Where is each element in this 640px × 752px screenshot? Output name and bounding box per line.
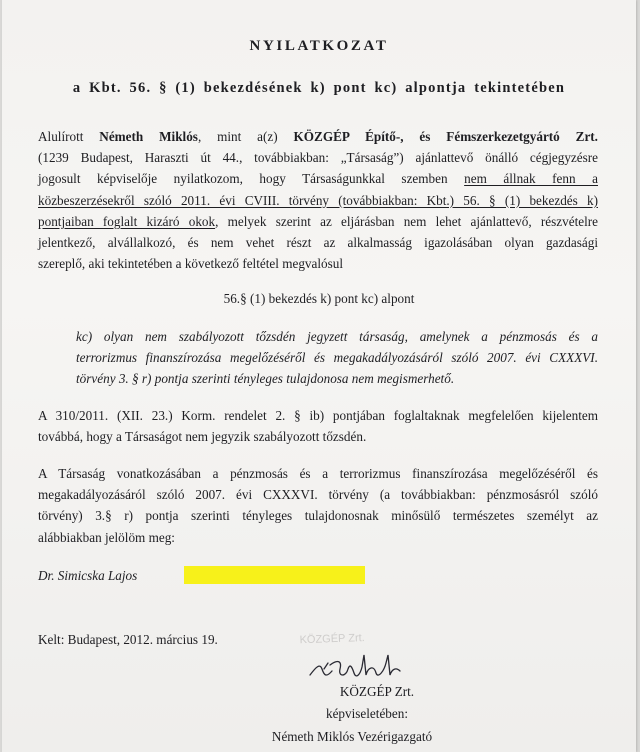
regulation-line-2: továbbá, hogy a Társaságot nem jegyzik szabályozott tőzsdén.: [38, 429, 367, 445]
owner-line-4: alábbiakban jelölöm meg:: [38, 529, 175, 545]
declaration-line-3: jogosult képviselője nyilatkozom, hogy Társaságunkkal szemben nem állnak fenn a: [38, 171, 598, 187]
declaration-line-5: pontjaiban foglalt kizáró okok, melyek szerint az eljárásban nem lehet ajánlattevő, részvételre: [38, 213, 598, 229]
legal-quote: [76, 326, 598, 390]
regulation-line-1: A 310/2011. (XII. 23.) Korm. rendelet 2. § ib) pontjában foglaltaknak megfelelően kijelentem: [38, 408, 598, 423]
declarant-name: Németh Miklós: [99, 129, 198, 144]
declaration-line-4: közbeszerzésekről szóló 2011. évi CVIII. törvény (továbbiakban: Kbt.) 56. § (1) bekezdés k): [38, 192, 598, 208]
owner-paragraph: [38, 463, 598, 548]
document-page: [2, 0, 636, 752]
company-name: KÖZGÉP Építő-, és Fémszerkezetgyártó Zrt.: [293, 129, 598, 144]
date-line: Kelt: Budapest, 2012. március 19.: [38, 632, 218, 647]
signature-signer: Németh Miklós Vezérigazgató: [271, 729, 433, 744]
signature-role: képviseletében:: [325, 706, 409, 721]
quote-line-3: törvény 3. § r) pontja szerinti tényleges tulajdonosa nem megismerhető.: [76, 371, 455, 387]
beneficial-owner-name: Dr. Simicska Lajos: [38, 568, 138, 583]
company-stamp: KÖZGÉP Zrt.: [299, 632, 365, 647]
document-subtitle: a Kbt. 56. § (1) bekezdésének k) pont kc) alpontja tekintetében: [72, 80, 566, 96]
signature-company: KÖZGÉP Zrt.: [339, 684, 415, 699]
owner-line-1: A Társaság vonatkozásában a pénzmosás és a terrorizmus finanszírozása megelőzéséről és: [38, 466, 598, 481]
owner-line-3: törvény) 3.§ r) pontja szerinti tényleges tulajdonosnak minősülő természetes személyt az: [38, 508, 598, 524]
declaration-paragraph: [38, 126, 598, 274]
regulation-paragraph: [38, 405, 598, 447]
declaration-line-1: Alulírott Németh Miklós, mint a(z) KÖZGÉP Építő-, és Fémszerkezetgyártó Zrt.: [38, 129, 598, 144]
declaration-line-7: szereplő, aki tekintetében a következő feltétel megvalósul: [38, 256, 344, 272]
declaration-line-2: (1239 Budapest, Haraszti út 44., továbbiakban: „Társaság”) ajánlattevő önálló cégjegyzésre: [38, 150, 598, 166]
document-title: NYILATKOZAT: [249, 38, 389, 54]
declaration-line-6: jelentkező, alvállalkozó, és nem vehet részt az alkalmasság igazolásában olyan gazdasági: [38, 235, 598, 251]
quote-line-2: terrorizmus finanszírozása megelőzéséről és megakadályozásáról szóló 2007. évi CXXXVI.: [76, 350, 598, 366]
owner-line-2: megakadályozásáról szóló 2007. évi CXXXVI. törvény (a továbbiakban: pénzmosásról szóló: [38, 487, 598, 503]
section-heading: 56.§ (1) bekezdés k) pont kc) alpont: [223, 291, 415, 306]
quote-line-1: kc) olyan nem szabályozott tőzsdén jegyzett társaság, amelynek a pénzmosás és a: [76, 329, 598, 344]
